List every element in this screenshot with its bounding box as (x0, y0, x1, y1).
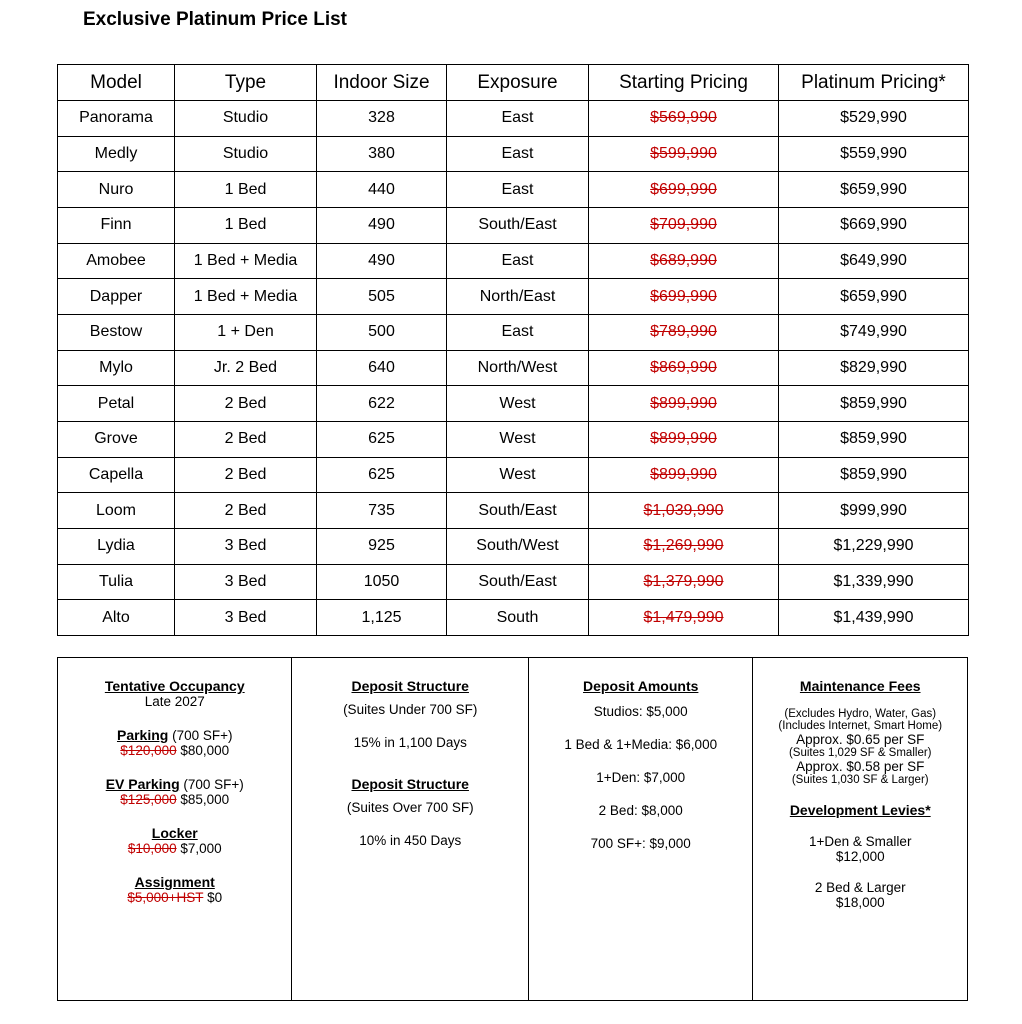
model-cell: Lydia (58, 528, 175, 564)
starting-price-struck: $1,039,990 (643, 501, 724, 519)
info-box-deposit-amounts (529, 658, 754, 1000)
size-cell: 735 (317, 493, 447, 529)
ev-parking-price: $125,000 $85,000 (120, 792, 230, 807)
starting-price-struck: $1,379,990 (643, 572, 724, 590)
deposit-amounts-heading: Deposit Amounts (583, 678, 699, 694)
size-cell: 380 (317, 136, 447, 172)
levy-1-value: $12,000 (835, 849, 885, 864)
table-row (58, 564, 969, 600)
exposure-cell: South (447, 600, 589, 636)
occupancy-heading: Tentative Occupancy (104, 678, 245, 694)
deposit-amount-item: 1+Den: $7,000 (596, 770, 686, 785)
type-cell: 1 Bed (175, 207, 317, 243)
exposure-cell: West (447, 457, 589, 493)
maintenance-includes: (Includes Internet, Smart Home) (778, 720, 943, 732)
platinum-price-cell: $999,990 (779, 493, 969, 529)
starting-price-struck: $689,990 (650, 251, 717, 269)
exposure-cell: East (447, 172, 589, 208)
starting-price-struck: $869,990 (650, 358, 717, 376)
starting-price-cell (589, 528, 779, 564)
table-row (58, 528, 969, 564)
table-header-row (58, 65, 969, 101)
ev-parking-heading: EV Parking (700 SF+) (105, 776, 244, 792)
table-row (58, 279, 969, 315)
parking-heading: Parking (700 SF+) (116, 727, 233, 743)
levy-1-label: 1+Den & Smaller (809, 834, 912, 849)
exposure-cell: East (447, 101, 589, 137)
maintenance-rate-2: Approx. $0.58 per SF (796, 759, 925, 774)
table-row (58, 314, 969, 350)
model-cell: Bestow (58, 314, 175, 350)
table-row (58, 350, 969, 386)
table-body (58, 101, 969, 636)
deposit-amount-item: 700 SF+: $9,000 (590, 836, 691, 851)
model-cell: Medly (58, 136, 175, 172)
platinum-price-cell: $859,990 (779, 421, 969, 457)
exposure-cell: West (447, 421, 589, 457)
table-row (58, 207, 969, 243)
starting-price-struck: $899,990 (650, 430, 717, 448)
starting-price-struck: $699,990 (650, 287, 717, 305)
exposure-cell: South/East (447, 207, 589, 243)
platinum-price-cell: $859,990 (779, 457, 969, 493)
model-cell: Petal (58, 386, 175, 422)
price-table (57, 64, 969, 636)
starting-price-cell (589, 493, 779, 529)
size-cell: 490 (317, 207, 447, 243)
deposit-structure-value-1: 15% in 1,100 Days (353, 735, 467, 750)
deposit-structure-heading-1: Deposit Structure (351, 678, 469, 694)
model-cell: Loom (58, 493, 175, 529)
info-box-deposit-structure (292, 658, 528, 1000)
size-cell: 505 (317, 279, 447, 315)
starting-price-struck: $599,990 (650, 144, 717, 162)
platinum-price-cell: $749,990 (779, 314, 969, 350)
exposure-cell: West (447, 386, 589, 422)
maintenance-rate-2-note: (Suites 1,030 SF & Larger) (791, 774, 929, 786)
parking-price: $120,000 $80,000 (120, 743, 230, 758)
page-title: Exclusive Platinum Price List (83, 9, 347, 30)
deposit-amount-item: Studios: $5,000 (593, 704, 688, 719)
platinum-price-cell: $559,990 (779, 136, 969, 172)
starting-price-cell (589, 243, 779, 279)
starting-price-cell (589, 421, 779, 457)
platinum-price-cell: $659,990 (779, 279, 969, 315)
table-row (58, 600, 969, 636)
starting-price-cell (589, 279, 779, 315)
deposit-structure-sub-1: (Suites Under 700 SF) (343, 702, 478, 717)
table-row (58, 457, 969, 493)
type-cell: Studio (175, 101, 317, 137)
type-cell: Studio (175, 136, 317, 172)
model-cell: Amobee (58, 243, 175, 279)
type-cell: 1 + Den (175, 314, 317, 350)
starting-price-cell (589, 136, 779, 172)
starting-price-cell (589, 386, 779, 422)
table-row (58, 493, 969, 529)
type-cell: 1 Bed + Media (175, 243, 317, 279)
exposure-cell: East (447, 243, 589, 279)
levy-2-label: 2 Bed & Larger (814, 880, 906, 895)
table-row (58, 136, 969, 172)
size-cell: 925 (317, 528, 447, 564)
starting-price-cell (589, 350, 779, 386)
maintenance-rate-1-note: (Suites 1,029 SF & Smaller) (788, 747, 932, 759)
table-row (58, 386, 969, 422)
column-header: Indoor Size (317, 65, 447, 101)
type-cell: 2 Bed (175, 386, 317, 422)
table-row (58, 421, 969, 457)
size-cell: 1,125 (317, 600, 447, 636)
model-cell: Alto (58, 600, 175, 636)
starting-price-cell (589, 101, 779, 137)
starting-price-struck: $569,990 (650, 109, 717, 127)
exposure-cell: South/West (447, 528, 589, 564)
starting-price-struck: $899,990 (650, 394, 717, 412)
model-cell: Dapper (58, 279, 175, 315)
maintenance-excludes: (Excludes Hydro, Water, Gas) (784, 708, 937, 720)
starting-price-cell (589, 457, 779, 493)
levy-2-value: $18,000 (835, 895, 885, 910)
exposure-cell: East (447, 314, 589, 350)
locker-price: $10,000 $7,000 (127, 841, 222, 856)
model-cell: Finn (58, 207, 175, 243)
exposure-cell: North/West (447, 350, 589, 386)
maintenance-heading: Maintenance Fees (799, 678, 921, 694)
assignment-price: $5,000+HST $0 (127, 890, 223, 905)
maintenance-rate-1: Approx. $0.65 per SF (796, 732, 925, 747)
starting-price-struck: $899,990 (650, 465, 717, 483)
model-cell: Mylo (58, 350, 175, 386)
type-cell: 3 Bed (175, 564, 317, 600)
column-header: Platinum Pricing* (779, 65, 969, 101)
starting-price-struck: $1,269,990 (643, 537, 724, 555)
starting-price-cell (589, 564, 779, 600)
deposit-amount-item: 1 Bed & 1+Media: $6,000 (564, 737, 718, 752)
model-cell: Panorama (58, 101, 175, 137)
starting-price-cell (589, 314, 779, 350)
platinum-price-cell: $1,439,990 (779, 600, 969, 636)
column-header: Starting Pricing (589, 65, 779, 101)
column-header: Type (175, 65, 317, 101)
size-cell: 640 (317, 350, 447, 386)
platinum-price-cell: $659,990 (779, 172, 969, 208)
type-cell: 3 Bed (175, 528, 317, 564)
exposure-cell: East (447, 136, 589, 172)
exposure-cell: South/East (447, 564, 589, 600)
type-cell: 2 Bed (175, 421, 317, 457)
deposit-structure-sub-2: (Suites Over 700 SF) (346, 800, 474, 815)
platinum-price-cell: $649,990 (779, 243, 969, 279)
platinum-price-cell: $669,990 (779, 207, 969, 243)
starting-price-struck: $709,990 (650, 216, 717, 234)
exposure-cell: South/East (447, 493, 589, 529)
starting-price-struck: $1,479,990 (643, 608, 724, 626)
size-cell: 440 (317, 172, 447, 208)
platinum-price-cell: $859,990 (779, 386, 969, 422)
column-header: Exposure (447, 65, 589, 101)
type-cell: Jr. 2 Bed (175, 350, 317, 386)
starting-price-cell (589, 172, 779, 208)
size-cell: 625 (317, 457, 447, 493)
size-cell: 622 (317, 386, 447, 422)
starting-price-cell (589, 207, 779, 243)
occupancy-value: Late 2027 (144, 694, 205, 709)
type-cell: 2 Bed (175, 457, 317, 493)
column-header: Model (58, 65, 175, 101)
starting-price-struck: $789,990 (650, 323, 717, 341)
platinum-price-cell: $1,229,990 (779, 528, 969, 564)
size-cell: 328 (317, 101, 447, 137)
deposit-structure-value-2: 10% in 450 Days (359, 833, 462, 848)
model-cell: Nuro (58, 172, 175, 208)
exposure-cell: North/East (447, 279, 589, 315)
type-cell: 1 Bed (175, 172, 317, 208)
platinum-price-cell: $529,990 (779, 101, 969, 137)
table-row (58, 172, 969, 208)
type-cell: 1 Bed + Media (175, 279, 317, 315)
info-box-occupancy (58, 658, 292, 1000)
platinum-price-cell: $829,990 (779, 350, 969, 386)
deposit-amount-item: 2 Bed: $8,000 (598, 803, 683, 818)
table-row (58, 243, 969, 279)
levies-heading: Development Levies* (789, 802, 931, 818)
locker-heading: Locker (151, 825, 198, 841)
platinum-price-cell: $1,339,990 (779, 564, 969, 600)
info-box-maintenance (753, 658, 967, 1000)
assignment-heading: Assignment (134, 874, 215, 890)
size-cell: 1050 (317, 564, 447, 600)
deposit-amounts-list (529, 704, 753, 851)
size-cell: 500 (317, 314, 447, 350)
table-row (58, 101, 969, 137)
type-cell: 2 Bed (175, 493, 317, 529)
size-cell: 490 (317, 243, 447, 279)
deposit-structure-heading-2: Deposit Structure (351, 776, 469, 792)
size-cell: 625 (317, 421, 447, 457)
model-cell: Grove (58, 421, 175, 457)
starting-price-cell (589, 600, 779, 636)
starting-price-struck: $699,990 (650, 180, 717, 198)
model-cell: Capella (58, 457, 175, 493)
type-cell: 3 Bed (175, 600, 317, 636)
info-boxes (57, 657, 968, 1001)
model-cell: Tulia (58, 564, 175, 600)
